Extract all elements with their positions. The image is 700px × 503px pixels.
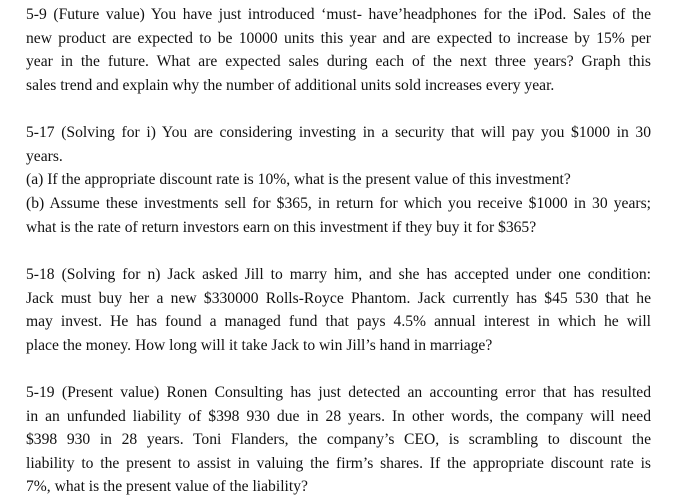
text-line: sales trend and explain why the number of additional units sold increases every year. — [26, 76, 555, 94]
text-line: new product are expected to be 10000 units this year and are expected to increase by 15% per — [26, 29, 651, 47]
text-line: place the money. How long will it take Jack to win Jill’s hand in marriage? — [26, 336, 493, 354]
paragraph-gap — [26, 357, 651, 381]
paragraph-gap — [26, 239, 651, 263]
problem-5-18 — [26, 263, 651, 357]
paragraph-gap — [26, 97, 651, 121]
text-line: may invest. He has found a managed fund that pays 4.5% annual interest in which he will — [26, 313, 651, 331]
text-line: 5-17 (Solving for i) You are considering investing in a security that will pay you $1000 in 30 — [26, 124, 651, 142]
problem-5-9 — [26, 3, 651, 97]
text-line: Jack must buy her a new $330000 Rolls-Royce Phantom. Jack currently has $45 530 that he — [26, 289, 651, 307]
text-line: 5-19 (Present value) Ronen Consulting has just detected an accounting error that has resulted — [26, 384, 651, 402]
text-line: (a) If the appropriate discount rate is 10%, what is the present value of this investment? — [26, 171, 571, 189]
problem-5-19 — [26, 381, 651, 499]
text-line: 5-9 (Future value) You have just introduced ‘must- have’headphones for the iPod. Sales of the — [26, 6, 651, 23]
text-line: year in the future. What are expected sales during each of the next three years? Graph this — [26, 53, 651, 71]
text-line: what is the rate of return investors earn on this investment if they buy it for $365? — [26, 218, 537, 236]
text-line: (b) Assume these investments sell for $365, in return for which you receive $1000 in 30 years; — [26, 194, 651, 212]
text-line: in an unfunded liability of $398 930 due in 28 years. In other words, the company will need — [26, 407, 651, 425]
text-line: 7%, what is the present value of the liability? — [26, 478, 308, 496]
text-line: liability to the present to assist in valuing the firm’s shares. If the appropriate discount rate is — [26, 454, 651, 472]
text-line: 5-18 (Solving for n) Jack asked Jill to marry him, and she has accepted under one condition: — [26, 265, 651, 283]
text-line: $398 930 in 28 years. Toni Flanders, the company’s CEO, is scrambling to discount the — [26, 431, 651, 449]
text-line: years. — [26, 147, 63, 165]
problem-5-17 — [26, 121, 651, 239]
